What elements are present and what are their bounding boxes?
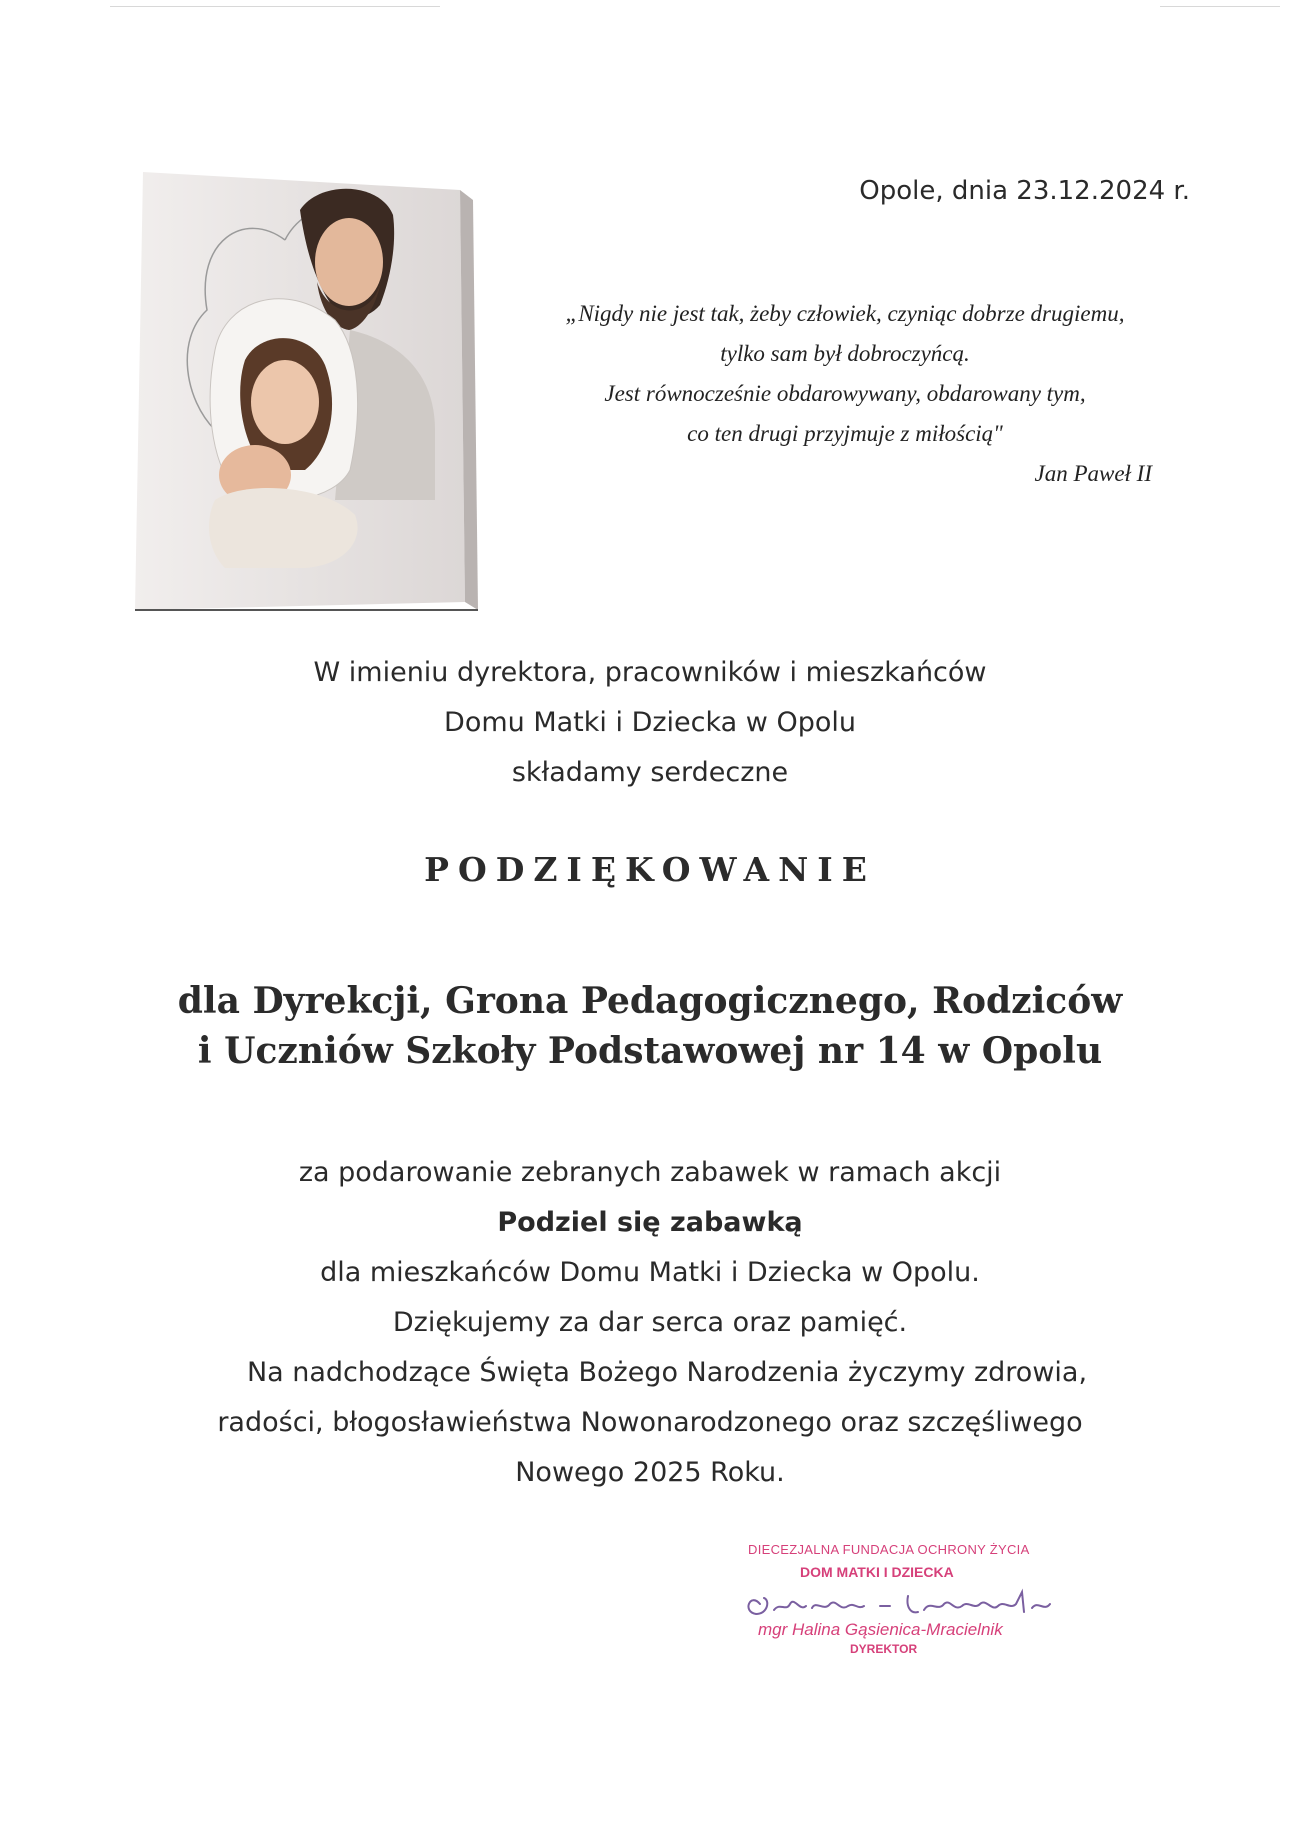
recipient-line: i Uczniów Szkoły Podstawowej nr 14 w Opolu	[197, 1030, 1103, 1072]
body-line: dla mieszkańców Domu Matki i Dziecka w Opolu.	[320, 1257, 980, 1288]
quote-line: tylko sam był dobroczyńcą.	[720, 341, 970, 366]
quote-line: Jest równocześnie obdarowywany, obdarowany tym,	[604, 381, 1086, 406]
body-line: Na nadchodzące Święta Bożego Narodzenia życzymy zdrowia,	[246, 1357, 1088, 1388]
campaign-name: Podziel się zabawką	[497, 1207, 803, 1238]
stamp-organization: DIECEZJALNA FUNDACJA OCHRONY ŻYCIA	[748, 1542, 1030, 1557]
stamp-name: mgr Halina Gąsienica-Mracielnik	[758, 1620, 1003, 1639]
recipient-line: dla Dyrekcji, Grona Pedagogicznego, Rodziców	[177, 980, 1123, 1022]
quote-block	[480, 294, 1210, 494]
body-line: radości, błogosławieństwa Nowonarodzonego oraz szczęśliwego	[217, 1407, 1083, 1438]
body-line: Dziękujemy za dar serca oraz pamięć.	[392, 1307, 908, 1338]
document-heading: PODZIĘKOWANIE	[424, 850, 876, 889]
quote-line: „Nigdy nie jest tak, żeby człowiek, czyniąc dobrze drugiemu,	[565, 301, 1125, 326]
body-block	[0, 1148, 1300, 1498]
signature-stamp	[700, 1542, 1100, 1672]
intro-line: W imieniu dyrektora, pracowników i mieszkańców	[313, 657, 987, 688]
quote-line: co ten drugi przyjmuje z miłością"	[687, 421, 1003, 446]
intro-line: Domu Matki i Dziecka w Opolu	[444, 707, 856, 738]
body-line: za podarowanie zebranych zabawek w ramach akcji	[298, 1157, 1002, 1188]
recipient-block	[0, 976, 1300, 1076]
stamp-title: DYREKTOR	[850, 1642, 918, 1656]
holy-family-picture	[135, 170, 480, 615]
scan-edge-left	[110, 6, 440, 7]
intro-block	[0, 648, 1300, 798]
quote-author: Jan Paweł II	[1034, 461, 1152, 486]
body-line: Nowego 2025 Roku.	[515, 1457, 785, 1488]
stamp-unit: DOM MATKI I DZIECKA	[800, 1564, 954, 1580]
intro-line: składamy serdeczne	[511, 757, 789, 788]
scan-edge-right	[1160, 6, 1280, 7]
document-date: Opole, dnia 23.12.2024 r.	[859, 176, 1190, 206]
handwritten-signature	[740, 1582, 1070, 1622]
